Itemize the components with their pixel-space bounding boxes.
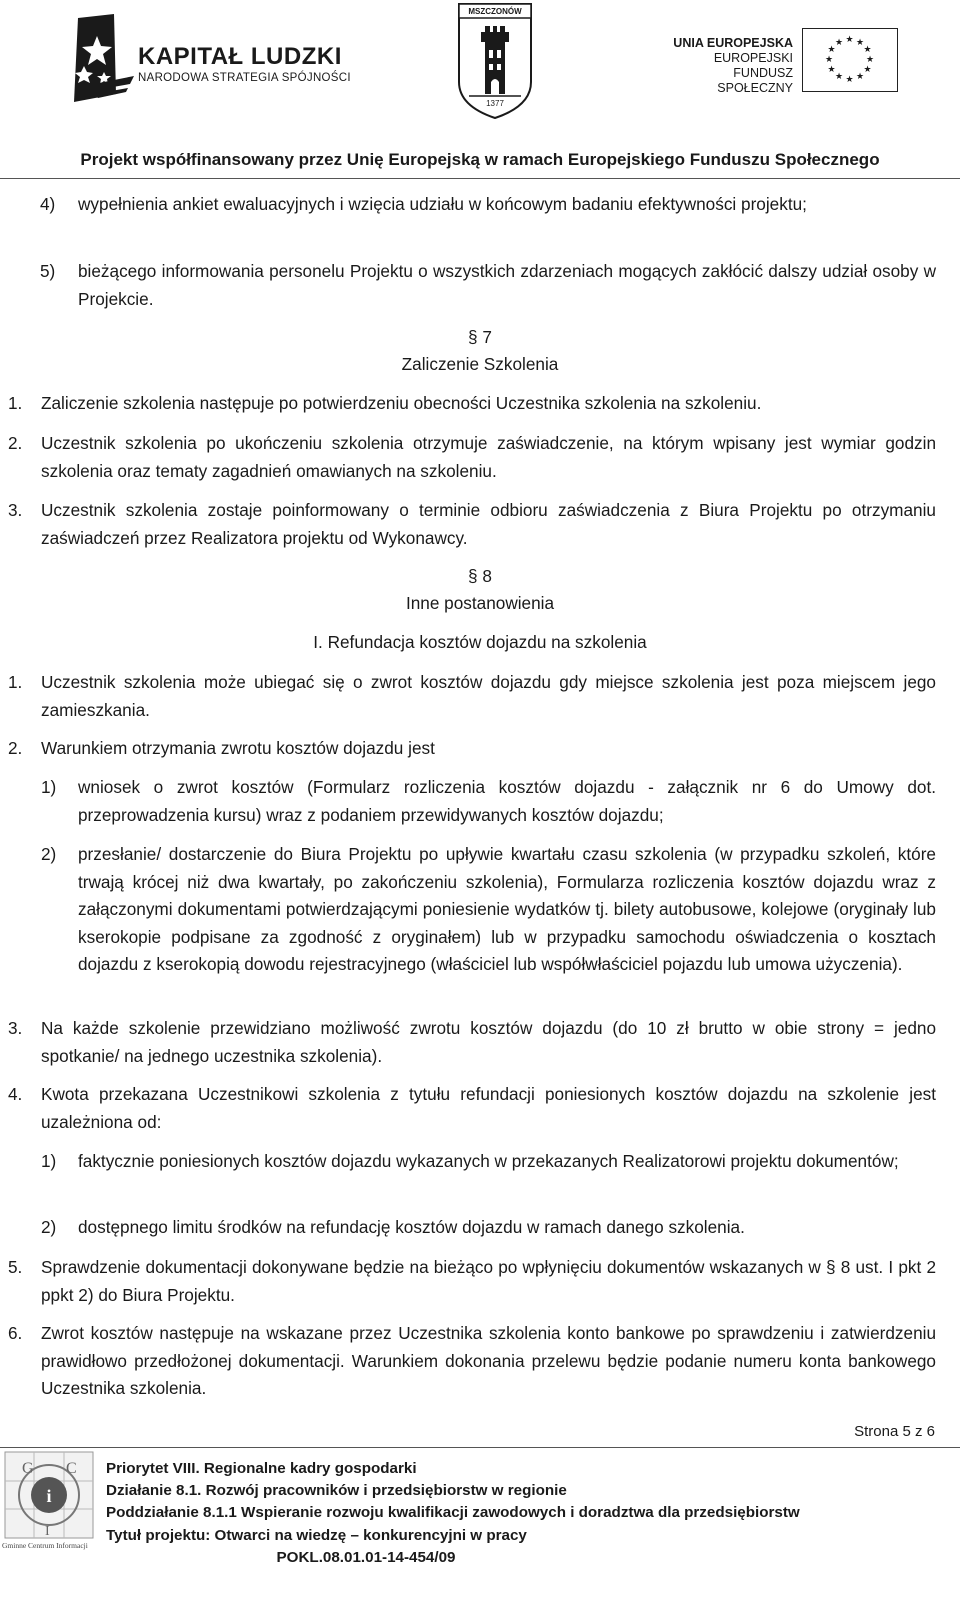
svg-text:★: ★ — [863, 45, 872, 55]
paragraph-text: Sprawdzenie dokumentacji dokonywane będzie na bieżąco po wpłynięciu dokumentów wskazanych w § 8 ust. I pkt 2 ppkt 2) do Biura Projektu. — [41, 1257, 936, 1305]
list-item-text: bieżącego informowania personelu Projektu o wszystkich zdarzeniach mogących zakłócić dalszy udział osoby w Projekcie. — [78, 261, 936, 309]
eu-line-1: UNIA EUROPEJSKA — [673, 36, 793, 50]
paragraph-text: Zaliczenie szkolenia następuje po potwierdzeniu obecności Uczestnika szkolenia na szkoleniu. — [41, 393, 762, 413]
svg-text:★: ★ — [863, 65, 872, 75]
kapital-ludzki-subtitle: NARODOWA STRATEGIA SPÓJNOŚCI — [138, 72, 351, 84]
page-header — [0, 0, 960, 185]
gci-emblem-icon — [4, 1451, 94, 1539]
crest-tower-icon — [455, 2, 535, 120]
cofinancing-caption: Projekt współfinansowany przez Unię Europejską w ramach Europejskiego Funduszu Społecznego — [80, 150, 880, 169]
list-item-text: dostępnego limitu środków na refundację kosztów dojazdu w ramach danego szkolenia. — [78, 1217, 745, 1237]
paragraph-number: 6. — [8, 1323, 23, 1343]
paragraph-number: 3. — [8, 500, 23, 520]
eu-line-3: FUNDUSZ SPOŁECZNY — [717, 66, 793, 95]
list-item-text: wniosek o zwrot kosztów (Formularz rozliczenia kosztów dojazdu - załącznik nr 6 do Umowy dot. przeprowadzenia kursu) wraz z podaniem przewidywanych kosztów dojazdu; — [78, 777, 936, 825]
footer-program-info — [106, 1458, 800, 1569]
paragraph-text: Uczestnik szkolenia po ukończeniu szkolenia otrzymuje zaświadczenie, na którym wpisany jest wymiar godzin szkolenia oraz tematy zagadnień omawianych na szkoleniu. — [41, 433, 936, 481]
paragraph-text: Na każde szkolenie przewidziano możliwość zwrotu kosztów dojazdu (do 10 zł brutto w obie strony = jedno spotkanie/ na jednego uczestnika szkolenia). — [41, 1018, 936, 1066]
paragraph-number: 1. — [8, 393, 23, 413]
section-number: § 8 — [468, 566, 492, 586]
section-number: § 7 — [468, 327, 492, 347]
svg-text:G: G — [22, 1460, 34, 1477]
crest-name: MSZCZONÓW — [468, 7, 522, 16]
mszczonow-crest-logo — [455, 2, 535, 120]
list-item-number: 4) — [40, 194, 56, 214]
footer-action: Działanie 8.1. Rozwój pracowników i przedsiębiorstw w regionie — [106, 1482, 567, 1500]
gci-caption: Gminne Centrum Informacji — [2, 1541, 88, 1550]
list-item-number: 2) — [41, 1217, 57, 1237]
footer-subaction: Poddziałanie 8.1.1 Wspieranie rozwoju kwalifikacji zawodowych i doradztwa dla przedsiębiorstw — [106, 1504, 800, 1522]
svg-text:C: C — [66, 1460, 77, 1477]
svg-text:★: ★ — [824, 55, 834, 65]
svg-text:★: ★ — [845, 75, 854, 85]
footer-project-code: POKL.08.01.01-14-454/09 — [276, 1548, 456, 1566]
svg-text:★: ★ — [834, 38, 844, 48]
list-item-number: 2) — [41, 844, 57, 864]
paragraph-text: Uczestnik szkolenia zostaje poinformowany o terminie odbioru zaświadczenia z Biura Projektu po otrzymaniu zaświadczeń przez Realizatora projektu od Wykonawcy. — [41, 500, 936, 548]
paragraph-number: 1. — [8, 672, 23, 692]
svg-text:I: I — [45, 1524, 50, 1539]
list-item-text: wypełnienia ankiet ewaluacyjnych i wzięcia udziału w końcowym badaniu efektywności projektu; — [78, 194, 807, 214]
footer-divider — [0, 1447, 960, 1448]
paragraph-number: 2. — [8, 738, 23, 758]
kapital-ludzki-title: KAPITAŁ LUDZKI — [138, 43, 342, 70]
paragraph-number: 2. — [8, 433, 23, 453]
eu-line-2: EUROPEJSKI — [713, 51, 793, 65]
paragraph-number: 4. — [8, 1084, 23, 1104]
eu-flag-icon — [802, 28, 898, 92]
section-title: Zaliczenie Szkolenia — [401, 354, 559, 374]
gci-logo — [4, 1451, 94, 1539]
footer-project-title: Tytuł projektu: Otwarci na wiedzę – konkurencyjni w pracy — [106, 1526, 527, 1544]
crest-year: 1377 — [486, 99, 504, 108]
footer-priority: Priorytet VIII. Regionalne kadry gospodarki — [106, 1460, 417, 1477]
paragraph-number: 3. — [8, 1018, 23, 1038]
header-divider — [0, 178, 960, 179]
svg-text:★: ★ — [855, 38, 865, 48]
eu-fund-logo — [668, 26, 918, 94]
list-item-number: 5) — [40, 261, 56, 281]
list-item-text: faktycznie poniesionych kosztów dojazdu wykazanych w przekazanych Realizatorowi projektu dokumentów; — [78, 1151, 899, 1171]
paragraph-number: 5. — [8, 1257, 23, 1277]
svg-text:★: ★ — [865, 55, 875, 65]
paragraph-text: Uczestnik szkolenia może ubiegać się o zwrot kosztów dojazdu gdy miejsce szkolenia jest poza miejscem jego zamieszkania. — [41, 672, 936, 720]
list-item-number: 1) — [41, 777, 57, 797]
paragraph-text: Warunkiem otrzymania zwrotu kosztów dojazdu jest — [41, 738, 435, 758]
page-number: Strona 5 z 6 — [854, 1423, 935, 1440]
svg-text:i: i — [46, 1486, 52, 1506]
kapital-ludzki-emblem-icon — [64, 14, 136, 109]
svg-text:★: ★ — [827, 65, 836, 75]
list-item-number: 1) — [41, 1151, 57, 1171]
list-item-text: przesłanie/ dostarczenie do Biura Projektu po upływie kwartału czasu szkolenia (w przypadku szkoleń, które trwają krócej niż dwa kwartały, po zakończeniu szkolenia), Formularza rozliczenia kosztów dojazdu wraz z załączonymi dokumentami potwierdzającymi poniesienie wydatków tj. bilety autobusowe, kolejowe (oryginały lub kserokopie podpisane za zgodność z oryginałem) lub w przypadku samochodu oświadczenia o kosztach dojazdu z kserokopią dowodu rejestracyjnego (właściciel lub współwłaściciel pojazdu lub umowa użyczenia). — [78, 844, 936, 974]
svg-text:★: ★ — [834, 72, 844, 82]
section-title: Inne postanowienia — [405, 593, 555, 613]
paragraph-text: Kwota przekazana Uczestnikowi szkolenia z tytułu refundacji poniesionych kosztów dojazdu na szkolenie jest uzależniona od: — [41, 1084, 936, 1132]
svg-text:★: ★ — [855, 72, 865, 82]
section-subtitle: I. Refundacja kosztów dojazdu na szkolenia — [313, 632, 647, 652]
paragraph-text: Zwrot kosztów następuje na wskazane przez Uczestnika szkolenia konto bankowe po sprawdzeniu i zatwierdzeniu prawidłowo przedłożonej dokumentacji. Warunkiem dokonania przelewu będzie podanie numeru konta bankowego Uczestnika szkolenia. — [41, 1323, 936, 1398]
svg-text:★: ★ — [845, 35, 854, 45]
svg-text:★: ★ — [827, 45, 836, 55]
kapital-ludzki-logo — [64, 14, 354, 109]
